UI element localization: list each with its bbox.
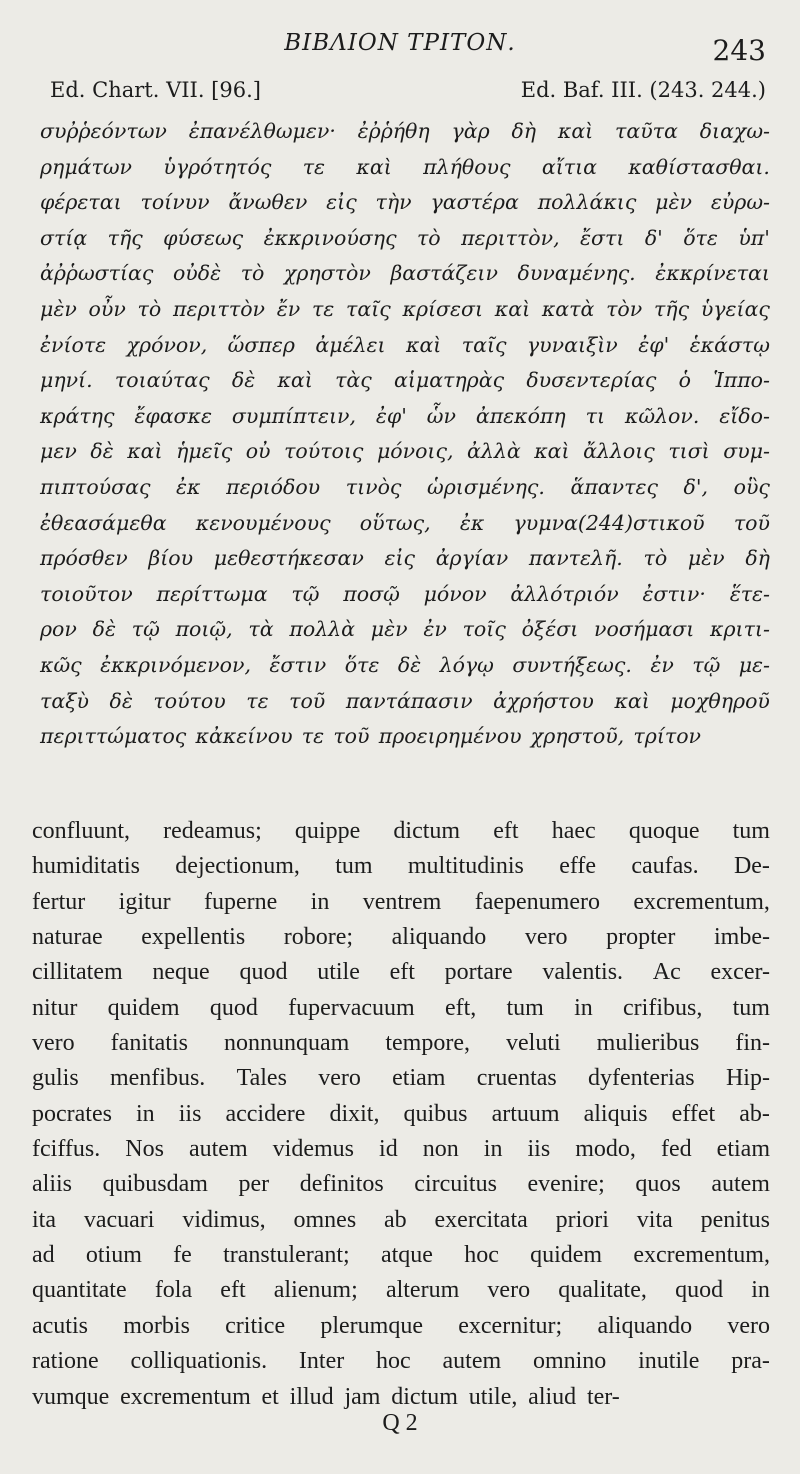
greek-text-line: ταξὺ δὲ τούτου τε τοῦ παντάπασιν ἀχρήστου καὶ μοχθηροῦ <box>40 688 770 713</box>
page-number: 243 <box>712 34 766 67</box>
greek-text-line: μεν δὲ καὶ ἡμεῖς οὐ τούτοις μόνοις, ἀλλὰ καὶ ἄλλοις τισὶ συμ- <box>40 439 770 464</box>
greek-text-line: ἐνίοτε χρόνον, ὥσπερ ἀμέλει καὶ ταῖς γυναιξὶν ἐφ' ἑκάστῳ <box>40 332 770 357</box>
greek-text-line: ρημάτων ὑγρότητός τε καὶ πλήθους αἴτια καθίστασθαι. <box>40 154 770 179</box>
greek-text-line: συῤῥεόντων ἐπανέλθωμεν· ἐῤῥήθη γὰρ δὴ καὶ ταῦτα διαχω- <box>40 119 770 143</box>
latin-text-line: nitur quidem quod fupervacuum eft, tum in crifibus, tum <box>32 994 770 1021</box>
greek-text-line: μηνί. τοιαύτας δὲ καὶ τὰς αἱματηρὰς δυσεντερίας ὁ Ἱππο- <box>40 368 770 393</box>
greek-text-line: ρον δὲ τῷ ποιῷ, τὰ πολλὰ μὲν ἐν τοῖς ὀξέσι νοσήμασι κριτι- <box>40 617 770 642</box>
signature-mark: Q 2 <box>382 1410 418 1436</box>
latin-text-line: acutis morbis critice plerumque excernitur; aliquando vero <box>32 1312 770 1339</box>
latin-text-block <box>32 814 770 1415</box>
latin-text-line: confluunt, redeamus; quippe dictum eft haec quoque tum <box>32 818 770 844</box>
latin-text-line: gulis menfibus. Tales vero etiam cruentas dyfenterias Hip- <box>32 1065 770 1092</box>
greek-text-line: ἐθεασάμεθα κενουμένους οὕτως, ἐκ γυμνα(244)στικοῦ τοῦ <box>40 510 770 535</box>
latin-text-line: cillitatem neque quod utile eft portare valentis. Ac excer- <box>32 959 770 986</box>
latin-text-line: quantitate fola eft alienum; alterum vero qualitate, quod in <box>32 1277 770 1304</box>
greek-text-line: στίᾳ τῆς φύσεως ἐκκρινούσης τὸ περιττὸν, ἔστι δ' ὅτε ὑπ' <box>40 225 770 250</box>
greek-text-line: κῶς ἐκκρινόμενον, ἔστιν ὅτε δὲ λόγῳ συντήξεως. ἐν τῷ με- <box>40 652 770 677</box>
latin-text-line: naturae expellentis robore; aliquando vero propter imbe- <box>32 924 770 951</box>
greek-text-line: τοιοῦτον περίττωμα τῷ ποσῷ μόνον ἀλλότριόν ἐστιν· ἕτε- <box>40 581 770 606</box>
greek-text-block <box>40 114 770 755</box>
edition-reference-line <box>50 78 766 102</box>
greek-text-line: πιπτούσας ἐκ περιόδου τινὸς ὡρισμένης. ἅπαντες δ', οὓς <box>40 474 770 499</box>
greek-text-line: φέρεται τοίνυν ἄνωθεν εἰς τὴν γαστέρα πολλάκις μὲν εὐρω- <box>40 190 770 215</box>
running-title: ΒΙΒΛΙΟΝ ΤΡΙΤΟΝ. <box>284 30 516 56</box>
latin-text-line: fertur igitur fuperne in ventrem faepenumero excrementum, <box>32 888 770 915</box>
greek-text-line: ἀῤῥωστίας οὐδὲ τὸ χρηστὸν βαστάζειν δυναμένης. ἐκκρίνεται <box>40 261 770 286</box>
latin-text-line: humiditatis dejectionum, tum multitudinis effe caufas. De- <box>32 853 770 880</box>
greek-text-line: περιττώματος κἀκείνου τε τοῦ προειρημένου χρηστοῦ, τρίτον <box>40 724 701 749</box>
edition-reference-right: Ed. Baf. III. (243. 244.) <box>520 78 766 102</box>
latin-text-line: ita vacuari vidimus, omnes ab exercitata priori vita penitus <box>32 1206 770 1233</box>
latin-text-line: vero fanitatis nonnunquam tempore, veluti mulieribus fin- <box>32 1030 770 1057</box>
greek-text-line: κράτης ἔφασκε συμπίπτειν, ἐφ' ὧν ἀπεκόπη τι κῶλον. εἴδο- <box>40 403 770 428</box>
greek-text-line: πρόσθεν βίου μεθεστήκεσαν εἰς ἀργίαν παντελῆ. τὸ μὲν δὴ <box>40 546 770 571</box>
latin-text-line: ratione colliquationis. Inter hoc autem omnino inutile pra- <box>32 1348 770 1375</box>
latin-text-line: ad otium fe transtulerant; atque hoc quidem excrementum, <box>32 1242 770 1269</box>
latin-text-line: fciffus. Nos autem videmus id non in iis modo, fed etiam <box>32 1136 770 1163</box>
greek-text-line: μὲν οὖν τὸ περιττὸν ἔν τε ταῖς κρίσεσι καὶ κατὰ τὸν τῆς ὑγείας <box>40 296 770 321</box>
latin-text-line: pocrates in iis accidere dixit, quibus artuum aliquis effet ab- <box>32 1100 770 1127</box>
latin-text-line: vumque excrementum et illud jam dictum utile, aliud ter- <box>32 1383 620 1410</box>
latin-text-line: aliis quibusdam per definitos circuitus evenire; quos autem <box>32 1171 770 1198</box>
edition-reference-left: Ed. Chart. VII. [96.] <box>50 78 261 102</box>
